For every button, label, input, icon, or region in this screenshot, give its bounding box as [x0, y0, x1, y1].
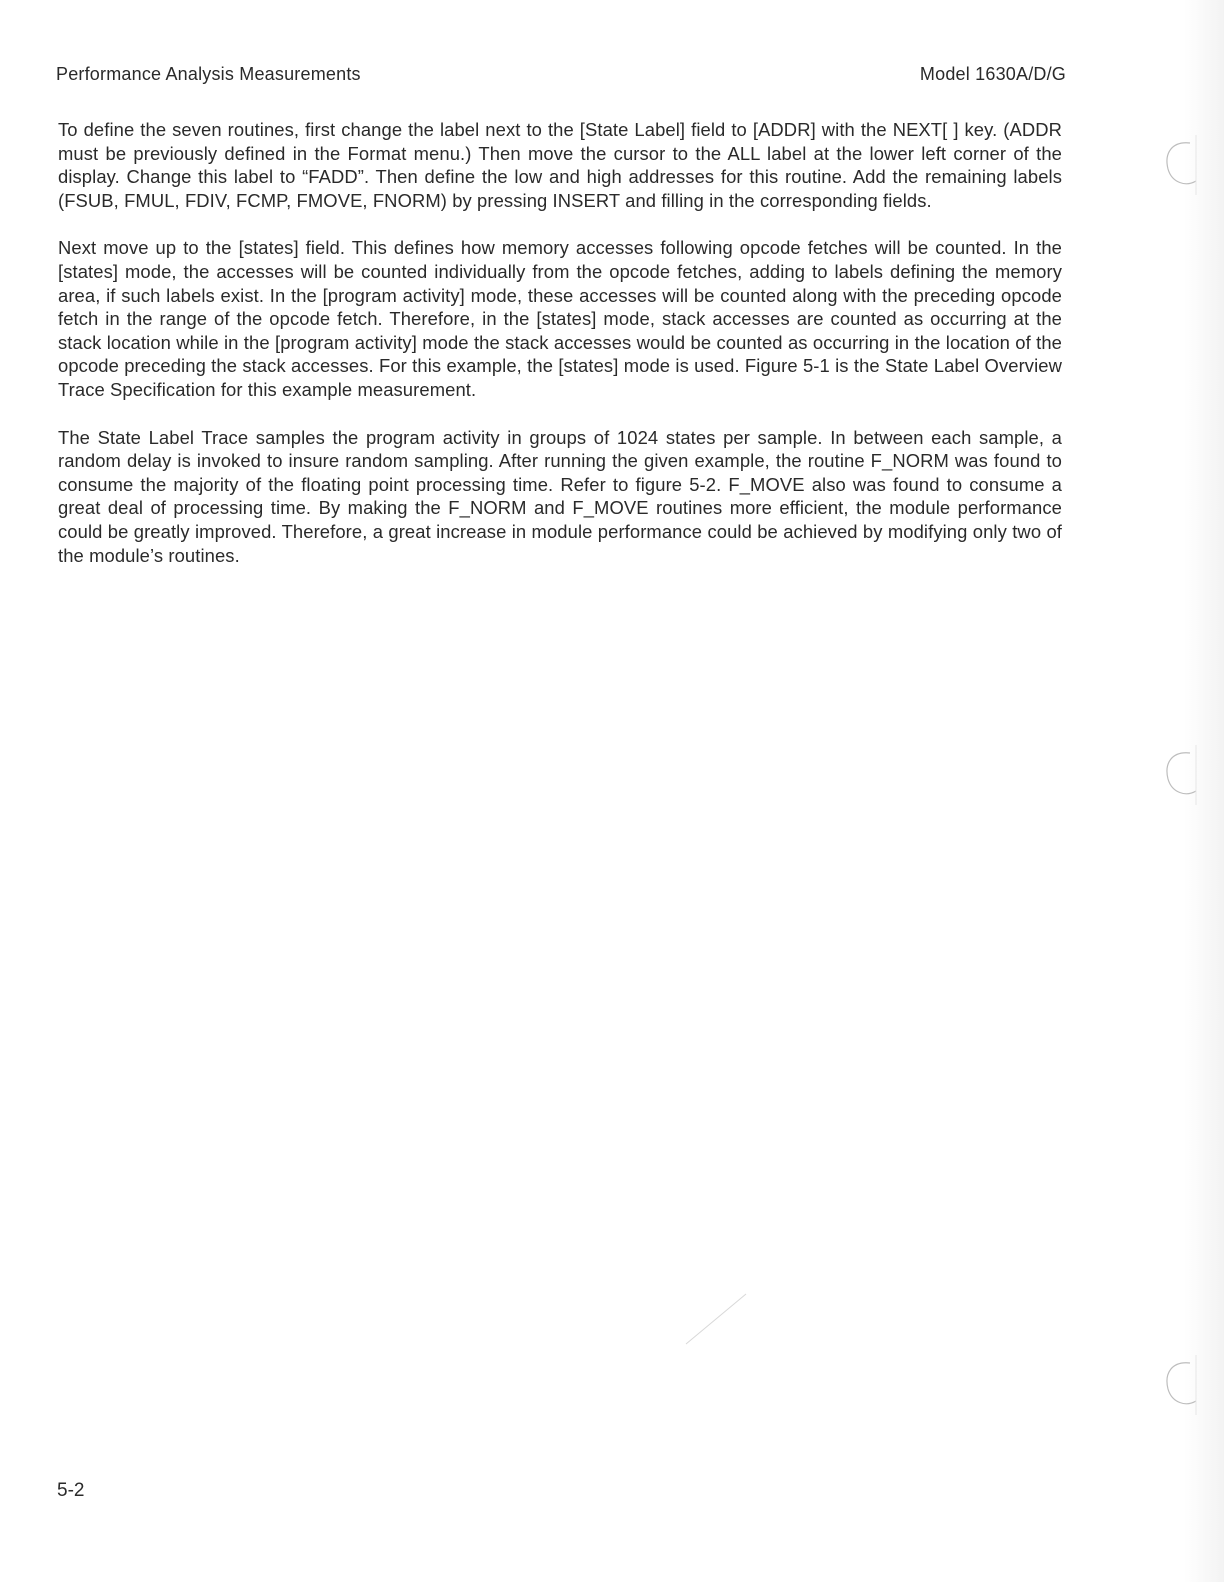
binder-hole-mark-middle [1150, 745, 1210, 795]
body-text [58, 118, 1062, 591]
binder-hole-mark-top [1150, 135, 1210, 185]
page-number: 5-2 [57, 1480, 85, 1501]
paragraph-states-field: Next move up to the [states] field. This defines how memory accesses following opcode fetches will be counted. In the [states] mode, the accesses will be counted individually from the opcode fetches, adding to labels defining the memory area, if such labels exist. In the [program activity] mode, these accesses will be counted along with the preceding opcode fetch in the range of the opcode fetch. Therefore, in the [states] mode, stack accesses are counted as occurring at the stack location while in the [program activity] mode the stack accesses would be counted as occurring in the location of the opcode preceding the stack accesses. For this example, the [states] mode is used. Figure 5-1 is the State Label Overview Trace Specification for this example measurement. [58, 237, 1062, 400]
paragraph-define-routines: To define the seven routines, first change the label next to the [State Label] field to [ADDR] with the NEXT[ ] key. (ADDR must be previously defined in the Format menu.) Then move the cursor to the ALL label at the lower left corner of the display. Change this label to “FADD”. Then define the low and high addresses for this routine. Add the remaining labels (FSUB, FMUL, FDIV, FCMP, FMOVE, FNORM) by pressing INSERT and filling in the corresponding fields. [58, 119, 1062, 211]
binder-hole-mark-bottom [1150, 1355, 1210, 1405]
page-header [56, 64, 1066, 90]
paper-scratch-mark [680, 1290, 750, 1355]
section-title: Performance Analysis Measurements [56, 64, 361, 84]
paragraph-state-label-trace: The State Label Trace samples the program activity in groups of 1024 states per sample. In between each sample, a random delay is invoked to insure random sampling. After running the given example, the routine F_NORM was found to consume the majority of the floating point processing time. Refer to figure 5-2. F_MOVE also was found to consume a great deal of processing time. By making the F_NORM and F_MOVE routines more efficient, the module performance could be greatly improved. Therefore, a great increase in module performance could be achieved by modifying only two of the module’s routines. [58, 426, 1062, 566]
model-number: Model 1630A/D/G [919, 64, 1066, 84]
